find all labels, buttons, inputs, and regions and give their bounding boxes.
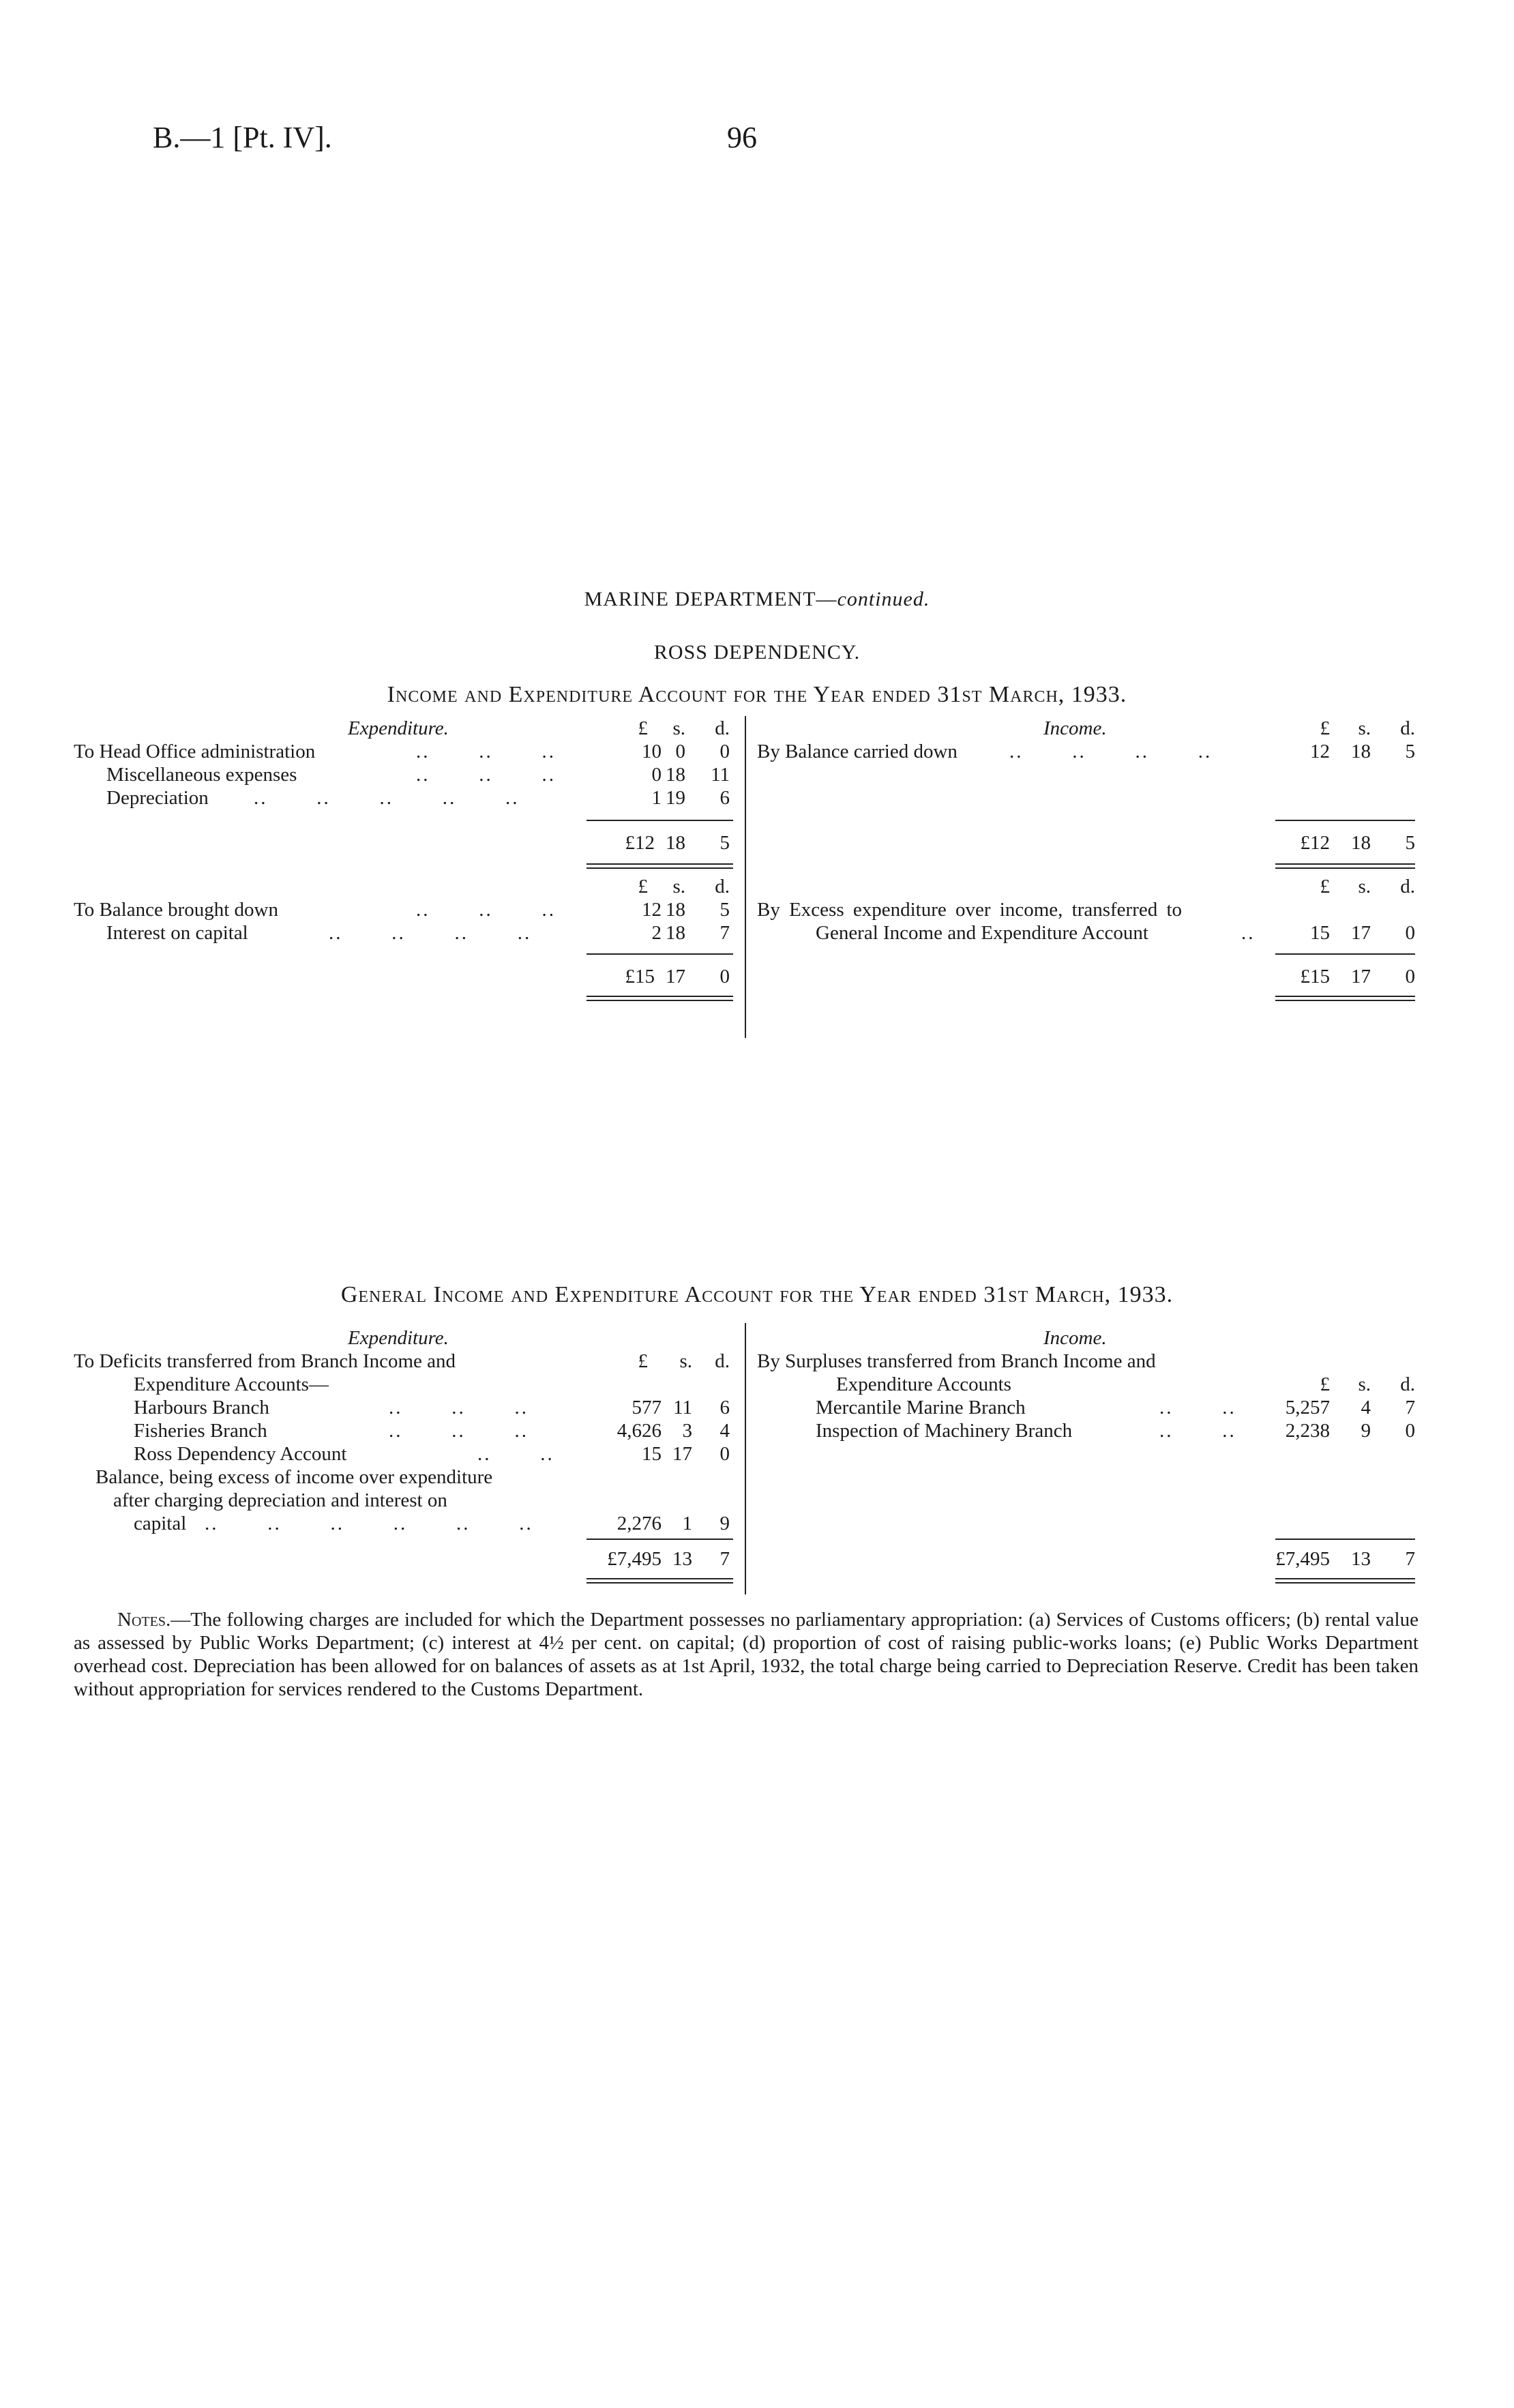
- col-head-pence: d.: [1400, 1373, 1415, 1395]
- amount-pounds: 2: [651, 922, 662, 944]
- amount-pence: 0: [719, 741, 730, 762]
- leader-dots: .. .. ..: [416, 764, 556, 786]
- leader-dots: .. ..: [477, 1443, 554, 1465]
- amount-pence: 6: [719, 1397, 730, 1418]
- income-intro-continued: Expenditure Accounts: [836, 1373, 1011, 1395]
- notes-text: —The following charges are included for which the Department possesses no parliamentary appropriation: (a) Services of Customs officers; (b) rental value as assessed by Public Works Department; (c) interest at 4½ per cent. on capital; (d) proportion of cost of raising public-works loans; (e) Public Works Department overhead cost. Depreciation has been allowed for on balances of assets as at 1st April, 1932, the total charge being carried to Depreciation Reserve. Credit has been taken without appropriation for services rendered to the Customs Department.: [74, 1609, 1419, 1700]
- amount-pence: 0: [1405, 1420, 1415, 1442]
- amount-pounds: 15: [1310, 922, 1330, 944]
- income-row-label: Inspection of Machinery Branch: [816, 1420, 1073, 1442]
- amount-shillings: 1: [682, 1513, 692, 1534]
- balance-label-continued: after charging depreciation and interest on: [113, 1489, 447, 1511]
- amount-pounds: 0: [651, 764, 662, 786]
- ross-account-title: Income and Expenditure Account for the Year ended 31st March, 1933.: [387, 682, 1127, 707]
- col-head-pounds: £: [638, 717, 648, 739]
- col-head-pounds: £: [638, 1350, 648, 1372]
- total-pence: 7: [1405, 1548, 1415, 1570]
- amount-pounds: 577: [632, 1397, 662, 1418]
- amount-pounds: 1: [651, 787, 662, 809]
- general-account-title: General Income and Expenditure Account for the Year ended 31st March, 1933.: [340, 1282, 1174, 1307]
- leader-dots: .. .. ..: [416, 899, 556, 921]
- col-head-shillings: s.: [679, 1350, 692, 1372]
- amount-pence: 0: [719, 1443, 730, 1465]
- expenditure-intro-continued: Expenditure Accounts—: [134, 1373, 329, 1395]
- leader-dots: .. .. ..: [416, 741, 556, 762]
- leader-dots: .. .. .. ..: [329, 922, 532, 944]
- amount-pounds: 2,238: [1285, 1420, 1330, 1442]
- amount-pounds: 12: [1310, 741, 1330, 762]
- amount-shillings: 18: [666, 764, 685, 786]
- col-head-pence: d.: [715, 717, 730, 739]
- income-intro: By Surpluses transferred from Branch Income and: [757, 1350, 1156, 1372]
- total-pence: 7: [719, 1548, 730, 1570]
- leader-dots: .. ..: [1159, 1420, 1236, 1442]
- total-pence: 5: [719, 832, 730, 854]
- income-heading: Income.: [1043, 717, 1107, 739]
- subtotal-rule: [1275, 820, 1415, 821]
- notes-label: Notes.: [117, 1609, 171, 1631]
- expenditure-intro: To Deficits transferred from Branch Income and: [74, 1350, 456, 1372]
- total-pence: 0: [1405, 966, 1415, 987]
- department-title: [0, 588, 1514, 611]
- leader-dots: ..: [1241, 922, 1256, 944]
- col-head-pounds: £: [1320, 876, 1330, 897]
- total-double-rule: [1275, 996, 1415, 997]
- total-pounds: £7,495: [1275, 1548, 1330, 1570]
- total-double-rule: [1275, 1582, 1415, 1584]
- subtotal-rule: [587, 1539, 733, 1540]
- amount-shillings: 17: [672, 1443, 692, 1465]
- amount-pence: 7: [719, 922, 730, 944]
- subtotal-rule: [587, 953, 733, 955]
- leader-dots: .. .. ..: [389, 1420, 529, 1442]
- leader-dots: .. .. .. .. ..: [254, 787, 520, 809]
- total-pounds: £7,495: [607, 1548, 662, 1570]
- col-head-shillings: s.: [1358, 717, 1371, 739]
- balance-label: Balance, being excess of income over expenditure: [95, 1466, 493, 1488]
- expenditure-row-label: To Balance brought down: [74, 899, 278, 921]
- income-heading: Income.: [1043, 1327, 1107, 1349]
- total-shillings: 13: [1351, 1548, 1371, 1570]
- total-pounds: £12: [625, 832, 655, 854]
- amount-pence: 5: [1405, 741, 1415, 762]
- expenditure-row-label: Harbours Branch: [134, 1397, 269, 1418]
- total-double-rule: [587, 1000, 733, 1001]
- amount-shillings: 18: [666, 899, 685, 921]
- total-double-rule: [587, 1578, 733, 1579]
- expenditure-row-label: To Head Office administration: [74, 741, 316, 762]
- amount-pounds: 5,257: [1285, 1397, 1330, 1418]
- total-pounds: £15: [625, 966, 655, 987]
- amount-shillings: 19: [666, 787, 685, 809]
- col-head-pence: d.: [715, 876, 730, 897]
- department-suffix: continued.: [837, 588, 930, 610]
- expenditure-heading: Expenditure.: [348, 717, 449, 739]
- column-divider: [745, 716, 746, 1038]
- total-double-rule: [1275, 867, 1415, 869]
- expenditure-row-label: Ross Dependency Account: [134, 1443, 347, 1465]
- total-double-rule: [1275, 1578, 1415, 1579]
- amount-pence: 4: [719, 1420, 730, 1442]
- col-head-pence: d.: [715, 1350, 730, 1372]
- expenditure-heading: Expenditure.: [348, 1327, 449, 1349]
- leader-dots: .. .. .. ..: [1009, 741, 1213, 762]
- col-head-shillings: s.: [672, 876, 685, 897]
- page-number: 96: [727, 121, 757, 154]
- total-shillings: 13: [672, 1548, 692, 1570]
- col-head-pence: d.: [1400, 717, 1415, 739]
- amount-shillings: 11: [673, 1397, 692, 1418]
- subtotal-rule: [1275, 953, 1415, 955]
- col-head-pounds: £: [1320, 1373, 1330, 1395]
- expenditure-row-label: Depreciation: [106, 787, 209, 809]
- amount-shillings: 0: [675, 741, 685, 762]
- total-double-rule: [587, 867, 733, 869]
- column-divider: [745, 1323, 746, 1594]
- amount-shillings: 3: [682, 1420, 692, 1442]
- amount-shillings: 18: [666, 922, 685, 944]
- col-head-pounds: £: [1320, 717, 1330, 739]
- total-double-rule: [1275, 863, 1415, 865]
- total-pounds: £15: [1300, 966, 1330, 987]
- total-shillings: 17: [1351, 966, 1371, 987]
- section-title: ROSS DEPENDENCY.: [653, 641, 861, 664]
- income-row-label: By Balance carried down: [757, 741, 958, 762]
- total-double-rule: [587, 863, 733, 865]
- amount-shillings: 9: [1361, 1420, 1371, 1442]
- col-head-shillings: s.: [672, 717, 685, 739]
- subtotal-rule: [587, 820, 733, 821]
- amount-shillings: 17: [1351, 922, 1371, 944]
- total-shillings: 17: [666, 966, 685, 987]
- total-pounds: £12: [1300, 832, 1330, 854]
- total-shillings: 18: [1351, 832, 1371, 854]
- income-row-label: Mercantile Marine Branch: [816, 1397, 1026, 1418]
- leader-dots: .. ..: [1159, 1397, 1236, 1418]
- total-double-rule: [587, 1582, 733, 1584]
- department-name: MARINE DEPARTMENT—: [584, 588, 837, 610]
- amount-shillings: 18: [1351, 741, 1371, 762]
- document-reference: B.—1 [Pt. IV].: [153, 121, 332, 154]
- total-pence: 0: [719, 966, 730, 987]
- total-shillings: 18: [666, 832, 685, 854]
- amount-pounds: 15: [642, 1443, 662, 1465]
- expenditure-row-label: Fisheries Branch: [134, 1420, 267, 1442]
- balance-label-end: capital: [134, 1513, 187, 1534]
- total-double-rule: [1275, 1000, 1415, 1001]
- col-head-shillings: s.: [1358, 876, 1371, 897]
- amount-pence: 5: [719, 899, 730, 921]
- expenditure-row-label: Interest on capital: [106, 922, 248, 944]
- amount-pence: 6: [719, 787, 730, 809]
- total-double-rule: [587, 996, 733, 997]
- amount-pounds: 2,276: [617, 1513, 662, 1534]
- notes-paragraph: [74, 1608, 1419, 1701]
- amount-pence: 7: [1405, 1397, 1415, 1418]
- col-head-pounds: £: [638, 876, 648, 897]
- leader-dots: .. .. .. .. .. ..: [205, 1513, 533, 1534]
- leader-dots: .. .. ..: [389, 1397, 529, 1418]
- amount-pence: 9: [719, 1513, 730, 1534]
- expenditure-row-label: Miscellaneous expenses: [106, 764, 297, 786]
- amount-shillings: 4: [1361, 1397, 1371, 1418]
- total-pence: 5: [1405, 832, 1415, 854]
- amount-pence: 11: [711, 764, 730, 786]
- col-head-shillings: s.: [1358, 1373, 1371, 1395]
- income-row-label-continued: General Income and Expenditure Account: [816, 922, 1148, 944]
- col-head-pence: d.: [1400, 876, 1415, 897]
- amount-pounds: 12: [642, 899, 662, 921]
- income-row-label: By Excess expenditure over income, transferred to: [757, 899, 1183, 921]
- subtotal-rule: [1275, 1539, 1415, 1540]
- amount-pounds: 10: [642, 741, 662, 762]
- amount-pence: 0: [1405, 922, 1415, 944]
- amount-pounds: 4,626: [617, 1420, 662, 1442]
